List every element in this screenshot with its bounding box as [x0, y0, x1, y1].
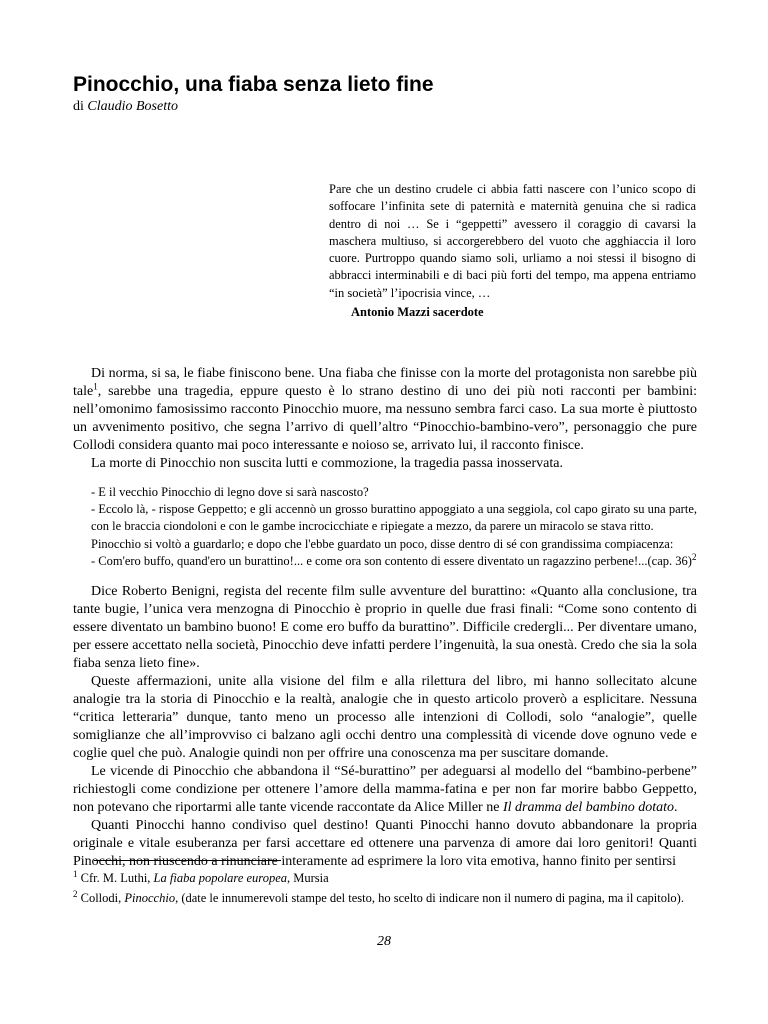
paragraph-1-text-cont: , sarebbe una tragedia, eppure questo è lo strano destino di uno dei più noti racconti per bambini: nell’omonimo famosissimo racconto Pinocchio muore, ma nessuno sembra farci caso. La sua morte è piuttosto un avvenimento positivo, che segna l’arrivo di quell’altro “Pinocchio-bambino-vero”, personaggio che pure Collodi considera quanto mai poco interessante e noioso se, arrivato lui, il racconto finisce. — [73, 384, 697, 453]
epigraph-attribution: Antonio Mazzi sacerdote — [351, 305, 484, 320]
author-name: Claudio Bosetto — [87, 99, 179, 114]
book-title: Il dramma del bambino dotato — [502, 800, 675, 816]
paragraph-6: Quanti Pinocchi hanno condiviso quel destino! Quanti Pinocchi hanno dovuto abbandonare la propria originale e vitale esuberanza per farsi accettare ed ottenere una parvenza di amore dai loro genitori! Quanti Pinocchi, non riuscendo a rinunciare interamente ad esprimere la loro vita emotiva, hanno finito per sentirsi — [73, 818, 697, 870]
dialogue-line-1: - E il vecchio Pinocchio di legno dove si sarà nascosto? — [91, 485, 369, 499]
paragraph-3: Dice Roberto Benigni, regista del recente film sulle avventure del burattino: «Quanto alla conclusione, tra tante bugie, l’unica vera menzogna di Pinocchio è proprio in quelle due frasi finali: “Come sono contento di essere diventato un bambino buono! E come ero buffo da burattino”. Difficile credergli... Per diventare umano, per essere accettato nella società, Pinocchio deve infatti perdere l’ingenuità, la sua onestà. Credo che sia la sola fiaba senza lieto fine». — [73, 584, 697, 672]
article-title: Pinocchio, una fiaba senza lieto fine — [73, 73, 434, 96]
dialogue-line-4-text: - Com'ero buffo, quand'ero un burattino!... e come ora son contento di essere diventato un ragazzino perbene!...(cap. 36) — [91, 553, 692, 568]
footnote-2 — [73, 886, 697, 906]
article-body — [73, 365, 697, 871]
footnote-2-note: , (date le innumerevoli stampe del testo, ho scelto di indicare non il numero di pagina, ma il capitolo). — [175, 891, 684, 906]
paragraph-5-end: . — [674, 800, 678, 816]
paragraph-5 — [73, 763, 697, 817]
footnote-2-title: Pinocchio — [124, 891, 176, 906]
dialogue-line-3: Pinocchio si voltò a guardarlo; e dopo che l'ebbe guardato un poco, disse dentro di sé con grandissima compiacenza: — [91, 536, 674, 551]
epigraph-text: Pare che un destino crudele ci abbia fatti nascere con l’unico scopo di soffocare l’infinita sete di paternità e maternità genuina che si radica dentro di noi … Se i “geppetti” avessero il coraggio di cavarsi la maschera multiuso, si accorgerebbero del vuoto che agghiaccia il loro cuore. Purtroppo quando siamo soli, urliamo a noi stessi il bisogno di abbracci interminabili e di baci più forti del tempo, ma appena entriamo “in società” l’ipocrisia vince, … — [329, 182, 696, 300]
paragraph-4: Queste affermazioni, unite alla visione del film e alla rilettura del libro, mi hanno sollecitato alcune analogie tra la storia di Pinocchio e la realtà, analogie che in questo articolo proverò a esplicitare. Nessuna “critica letteraria” dunque, tanto meno un processo alle intenzioni di Collodi, solo “analogie”, quelle somiglianze che all’improvviso ci balzano agli occhi dentro una complessità di vicende dove ognuno vede e coglie quel che può. Analogie quindi non per offrire una conoscenza ma per suscitare domande. — [73, 674, 697, 762]
paragraph-5-text: Le vicende di Pinocchio che abbandona il “Sé-burattino” per adeguarsi al modello del “bambino-perbene” richiestogli come condizione per ottenere l’amore della mamma-fatina e per non far morire babbo Geppetto, non potevano che riportarmi alle tante vicende raccontate da Alice Miller ne — [73, 764, 697, 816]
footnote-ref-1: 1 — [93, 381, 98, 392]
footnotes — [73, 866, 697, 906]
byline — [73, 98, 178, 116]
byline-prefix: di — [73, 99, 84, 114]
dialogue-line-4 — [91, 553, 697, 570]
footnote-1 — [73, 866, 697, 886]
footnote-2-text: Collodi, — [77, 891, 125, 906]
footnote-1-publisher: , Mursia — [287, 871, 329, 886]
paragraph-1 — [73, 365, 697, 455]
footnote-separator — [94, 860, 281, 861]
quoted-dialogue — [91, 484, 697, 570]
footnote-1-text: Cfr. M. Luthi, — [77, 871, 154, 886]
dialogue-line-2: - Eccolo là, - rispose Geppetto; e gli accennò un grosso burattino appoggiato a una seggiola, col capo girato su una parte, con le braccia ciondoloni e con le gambe incrocicchiate e ripiegate a mezzo, da parere un miracolo se stava ritto. — [91, 502, 697, 534]
footnote-2-number: 2 — [73, 889, 78, 900]
footnote-ref-2: 2 — [691, 551, 697, 562]
paragraph-2: La morte di Pinocchio non suscita lutti e commozione, la tragedia passa inosservata. — [91, 456, 563, 471]
epigraph — [329, 181, 696, 321]
page-number: 28 — [377, 934, 391, 949]
footnote-1-title: La fiaba popolare europea — [153, 871, 287, 886]
footnote-1-number: 1 — [73, 869, 78, 879]
paragraph-1-text: Di norma, si sa, le fiabe finiscono bene. Una fiaba che finisse con la morte del protagonista non sarebbe più tale — [73, 366, 697, 399]
